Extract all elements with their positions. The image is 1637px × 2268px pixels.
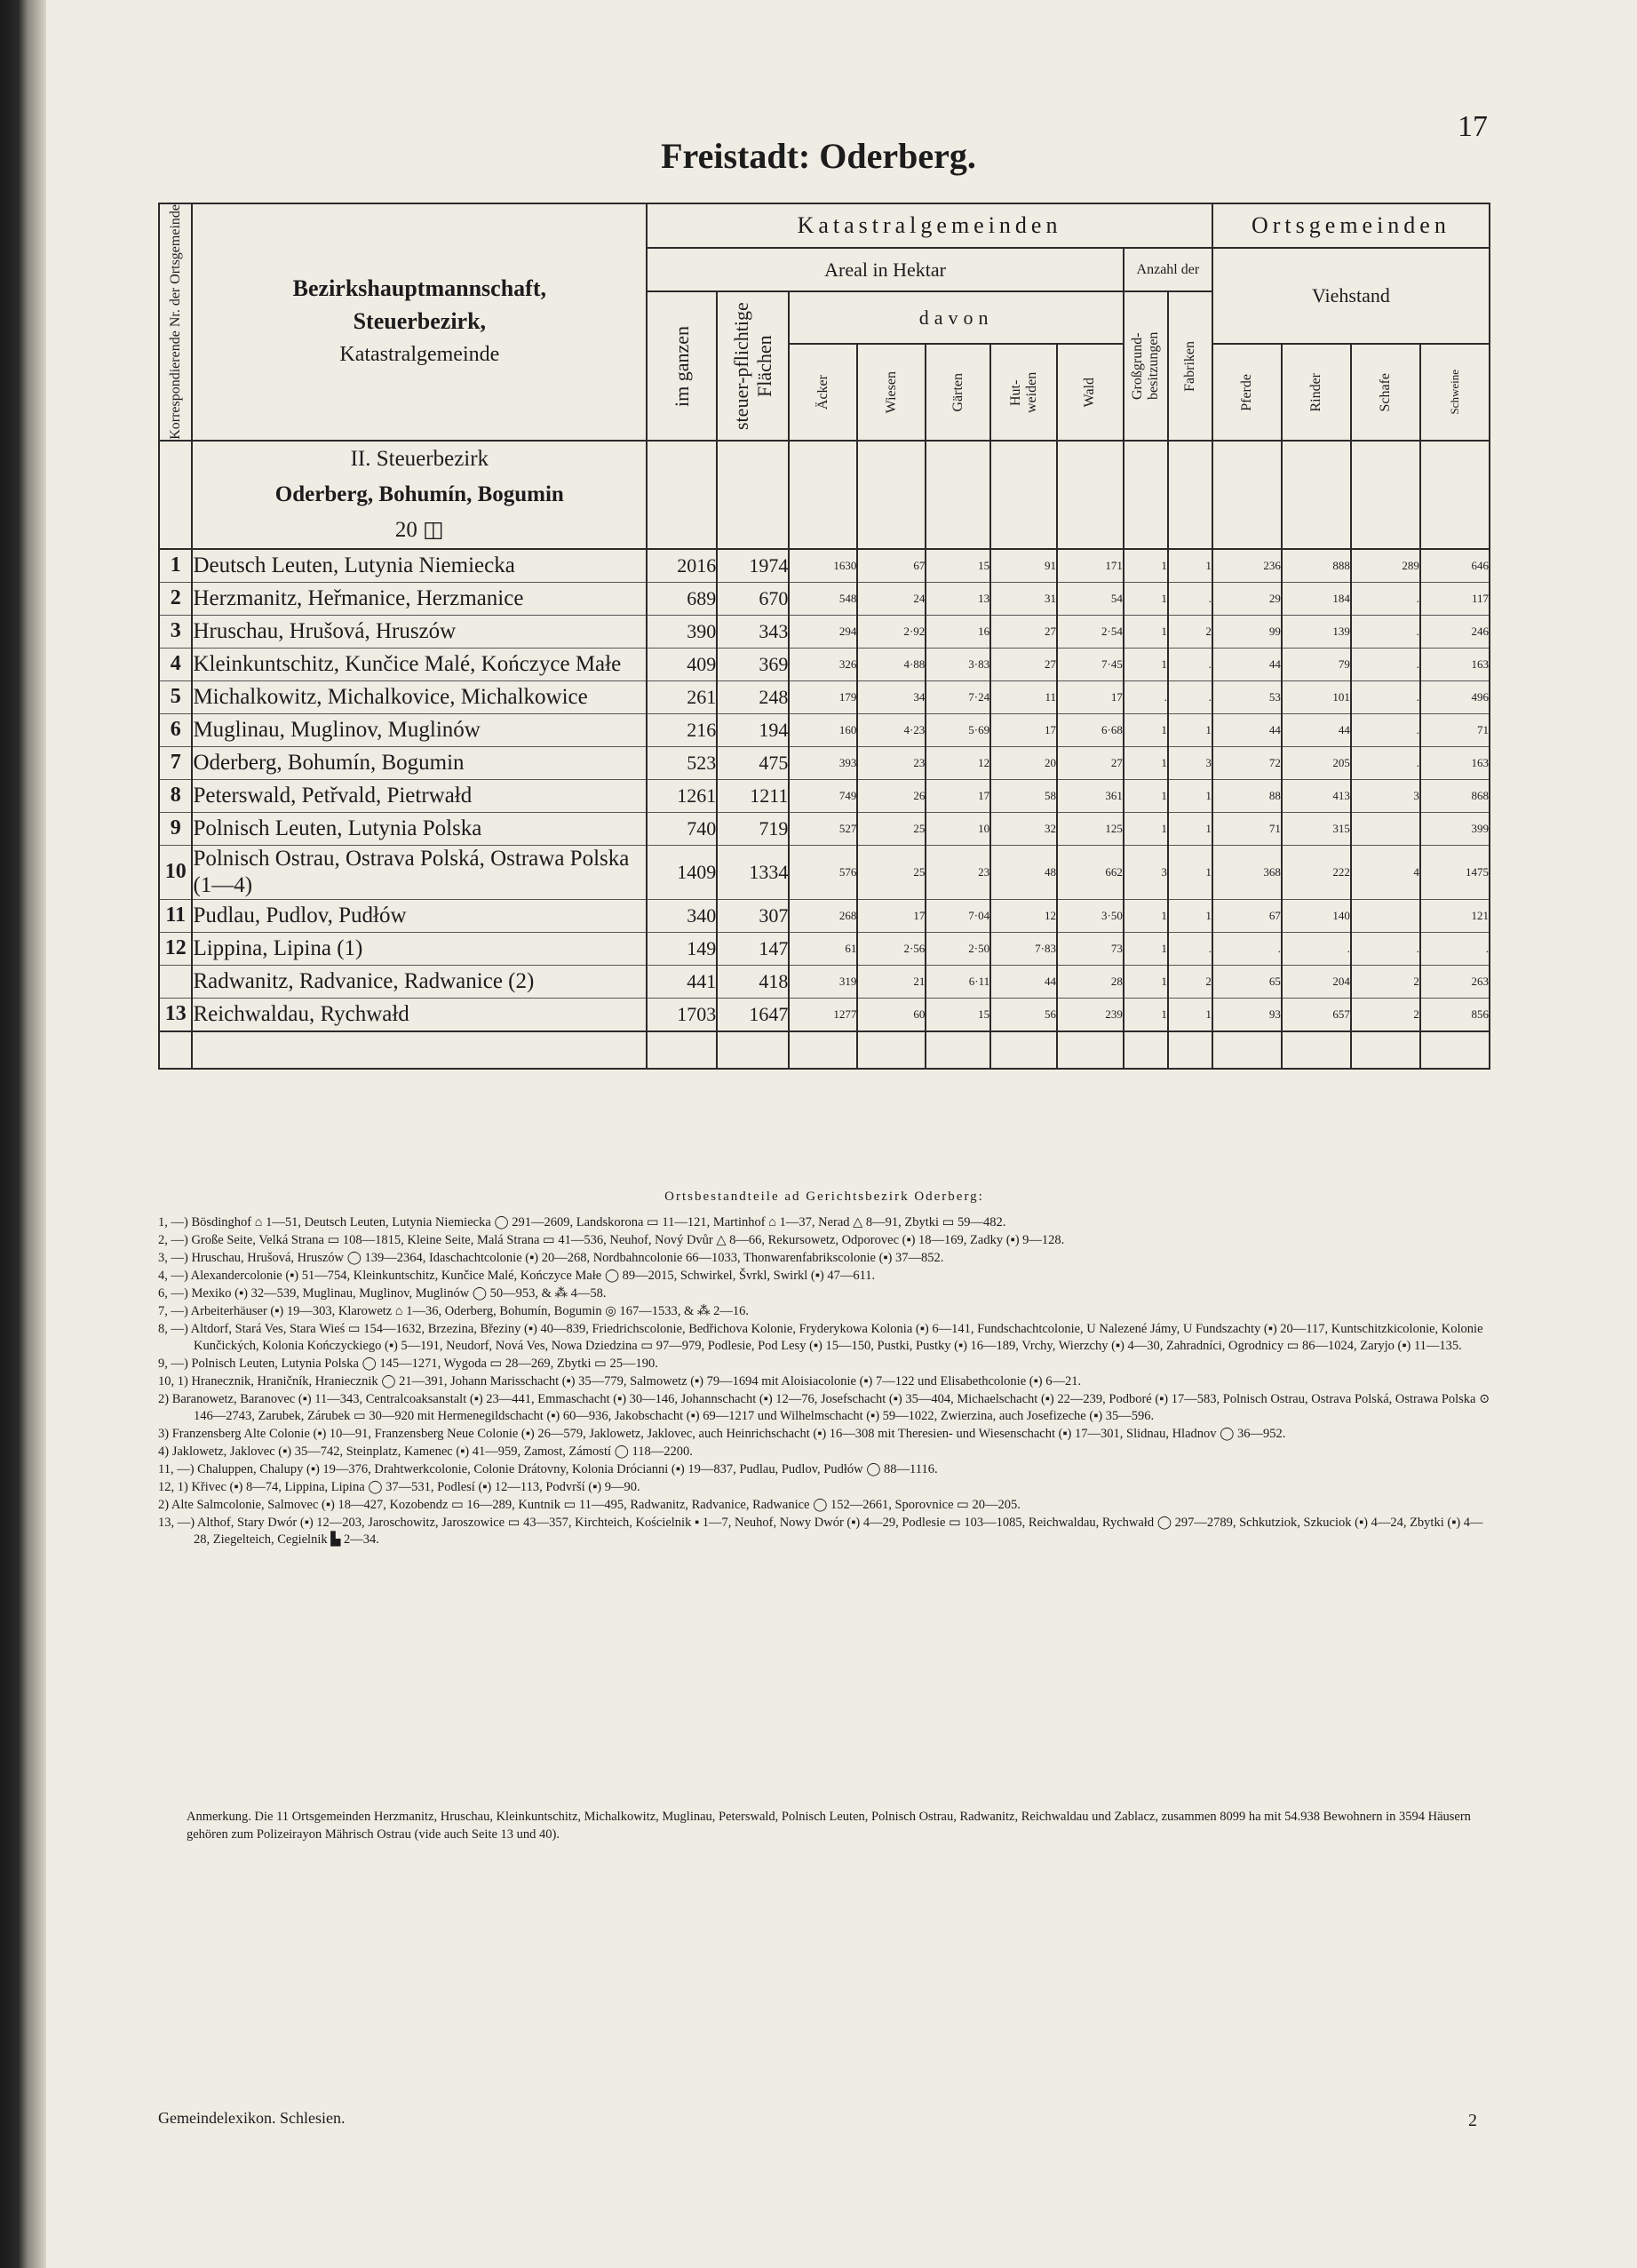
- book-binding-edge: [0, 0, 46, 2268]
- cell-value: .: [1351, 648, 1420, 680]
- row-number: 5: [159, 680, 192, 713]
- cell-value: 125: [1057, 812, 1124, 845]
- cell-value: 315: [1282, 812, 1351, 845]
- cell-value: 194: [717, 713, 789, 746]
- cell-value: 523: [647, 746, 717, 779]
- cell-value: .: [1351, 680, 1420, 713]
- cell-value: 67: [857, 549, 926, 583]
- cell-value: 1: [1168, 779, 1212, 812]
- cell-value: 73: [1057, 932, 1124, 965]
- cell-value: 1: [1124, 713, 1168, 746]
- cell-value: .: [1282, 932, 1351, 965]
- cell-value: 65: [1212, 965, 1282, 998]
- cell-value: 171: [1057, 549, 1124, 583]
- cell-value: 44: [1282, 713, 1351, 746]
- cell-value: 58: [990, 779, 1057, 812]
- cell-value: 79: [1282, 648, 1351, 680]
- cell-value: 3: [1124, 845, 1168, 899]
- cell-value: 24: [857, 582, 926, 615]
- cell-value: 93: [1212, 998, 1282, 1031]
- cell-value: 2·56: [857, 932, 926, 965]
- cell-value: 10: [926, 812, 990, 845]
- note-item: 4) Jaklowetz, Jaklovec (▪) 35—742, Steinplatz, Kamenec (▪) 41—959, Zamost, Zámostí ◯ 118—2200.: [158, 1444, 693, 1459]
- header-fabriken: Fabriken: [1168, 291, 1212, 440]
- cell-value: 117: [1420, 582, 1490, 615]
- cell-value: 548: [789, 582, 857, 615]
- cell-value: 3·83: [926, 648, 990, 680]
- cell-value: .: [1420, 932, 1490, 965]
- note-item: 2, —) Große Seite, Velká Strana ▭ 108—1815, Kleine Seite, Malá Strana ▭ 41—536, Neuhof, Nový Dvůr △ 8—66, Rekursowetz, Odporovec (▪) 18—169, Zadky (▪) 9—128.: [158, 1233, 1065, 1247]
- cell-value: 657: [1282, 998, 1351, 1031]
- header-rinder: Rinder: [1282, 344, 1351, 441]
- cell-value: 5·69: [926, 713, 990, 746]
- cell-value: 32: [990, 812, 1057, 845]
- page-title: Freistadt: Oderberg.: [661, 136, 976, 176]
- cell-value: 7·83: [990, 932, 1057, 965]
- cell-value: 1: [1168, 812, 1212, 845]
- cell-value: 23: [857, 746, 926, 779]
- note-item: 7, —) Arbeiterhäuser (▪) 19—303, Klarowetz ⌂ 1—36, Oderberg, Bohumín, Bogumin ◎ 167—1533, & ⁂ 2—16.: [158, 1304, 749, 1318]
- cell-value: 44: [1212, 648, 1282, 680]
- cell-value: 60: [857, 998, 926, 1031]
- cell-value: [1351, 899, 1420, 932]
- cell-value: 101: [1282, 680, 1351, 713]
- cell-value: 326: [789, 648, 857, 680]
- row-number: 10: [159, 845, 192, 899]
- cell-value: [1351, 812, 1420, 845]
- cell-value: 139: [1282, 615, 1351, 648]
- cell-value: 3: [1351, 779, 1420, 812]
- table-row: [159, 648, 1490, 680]
- row-name: Oderberg, Bohumín, Bogumin: [192, 746, 647, 779]
- cell-value: 662: [1057, 845, 1124, 899]
- row-name: Michalkowitz, Michalkovice, Michalkowice: [192, 680, 647, 713]
- table-row: [159, 932, 1490, 965]
- page-number: 17: [1458, 110, 1488, 143]
- cell-value: 1647: [717, 998, 789, 1031]
- cell-value: .: [1351, 582, 1420, 615]
- cell-value: 268: [789, 899, 857, 932]
- header-bezirk: Bezirkshauptmannschaft, Steuerbezirk, Katastralgemeinde: [192, 203, 647, 441]
- note-item: 1, —) Bösdinghof ⌂ 1—51, Deutsch Leuten, Lutynia Niemiecka ◯ 291—2609, Landskorona ▭ 11—121, Martinhof ⌂ 1—37, Nerad △ 8—91, Zbytki ▭ 59—482.: [158, 1215, 1006, 1229]
- cell-value: 147: [717, 932, 789, 965]
- header-ortsgemeinden: Ortsgemeinden: [1212, 203, 1490, 248]
- cell-value: 1475: [1420, 845, 1490, 899]
- cell-value: 222: [1282, 845, 1351, 899]
- row-name: Muglinau, Muglinov, Muglinów: [192, 713, 647, 746]
- cell-value: 1: [1124, 998, 1168, 1031]
- cell-value: 2016: [647, 549, 717, 583]
- cell-value: 289: [1351, 549, 1420, 583]
- cell-value: 17: [926, 779, 990, 812]
- cell-value: 26: [857, 779, 926, 812]
- cell-value: 72: [1212, 746, 1282, 779]
- cell-value: 7·24: [926, 680, 990, 713]
- cell-value: 319: [789, 965, 857, 998]
- table-row: [159, 615, 1490, 648]
- table-row: [159, 582, 1490, 615]
- note-item: 3) Franzensberg Alte Colonie (▪) 10—91, Franzensberg Neue Colonie (▪) 26—579, Jaklowetz, Jaklovec, auch Heinrichschacht (▪) 16—308 mit Theresien- und Wiesenschacht (▪) 17—301, Slidnau, Hladnov ◯ 36—952.: [158, 1427, 1286, 1441]
- note-item: 9, —) Polnisch Leuten, Lutynia Polska ◯ 145—1271, Wygoda ▭ 28—269, Zbytki ▭ 25—190.: [158, 1357, 658, 1371]
- cell-value: 149: [647, 932, 717, 965]
- cell-value: 294: [789, 615, 857, 648]
- row-name: Hruschau, Hrušová, Hruszów: [192, 615, 647, 648]
- cell-value: 307: [717, 899, 789, 932]
- row-name: Pudlau, Pudlov, Pudłów: [192, 899, 647, 932]
- cell-value: 2·54: [1057, 615, 1124, 648]
- note-item: 12, 1) Křivec (▪) 8—74, Lippina, Lipina ◯ 37—531, Podlesí (▪) 12—113, Podvrší (▪) 9—90.: [158, 1480, 640, 1494]
- note-item: 2) Baranowetz, Baranovec (▪) 11—343, Centralcoaksanstalt (▪) 23—441, Emmaschacht (▪) 30—146, Johannschacht (▪) 12—76, Josefschacht (▪) 35—404, Michaelschacht (▪) 22—239, Podboré (▪) 17—583, Polnisch Ostrau, Ostrava Polská, Ostrawa Polska ⊙ 146—2743, Zarubek, Zárubek ▭ 30—920 mit Hermenegildschacht (▪) 60—936, Jakobschacht (▪) 69—1217 und Wilhelmschacht (▪) 59—1022, Zwierzina, auch Josefizeche (▪) 35—596.: [158, 1392, 1490, 1423]
- header-viehstand: Viehstand: [1212, 248, 1490, 344]
- row-number: 12: [159, 932, 192, 965]
- cell-value: 29: [1212, 582, 1282, 615]
- row-name: Herzmanitz, Heřmanice, Herzmanice: [192, 582, 647, 615]
- cell-value: 236: [1212, 549, 1282, 583]
- header-katastralgemeinden: Katastralgemeinden: [647, 203, 1212, 248]
- header-nr: Korrespondierende Nr. der Ortsgemeinde: [159, 203, 192, 441]
- cell-value: 248: [717, 680, 789, 713]
- cell-value: 27: [990, 615, 1057, 648]
- cell-value: 1: [1168, 549, 1212, 583]
- cell-value: 719: [717, 812, 789, 845]
- cell-value: 409: [647, 648, 717, 680]
- cell-value: .: [1168, 648, 1212, 680]
- cell-value: 12: [926, 746, 990, 779]
- cell-value: 4·88: [857, 648, 926, 680]
- row-name: Radwanitz, Radvanice, Radwanice (2): [192, 965, 647, 998]
- cell-value: 2·50: [926, 932, 990, 965]
- header-wiesen: Wiesen: [857, 344, 926, 441]
- cell-value: 1: [1124, 965, 1168, 998]
- cell-value: 670: [717, 582, 789, 615]
- note-item: 11, —) Chaluppen, Chalupy (▪) 19—376, Drahtwerkcolonie, Colonie Drátovny, Kolonia Drócianni (▪) 19—837, Pudlau, Pudlov, Pudłów ◯ 88—1116.: [158, 1462, 938, 1476]
- cell-value: 163: [1420, 746, 1490, 779]
- table-row: [159, 549, 1490, 583]
- cell-value: 1: [1124, 648, 1168, 680]
- cell-value: 261: [647, 680, 717, 713]
- cell-value: .: [1351, 746, 1420, 779]
- cell-value: 1: [1168, 845, 1212, 899]
- table-row: [159, 746, 1490, 779]
- cell-value: 2: [1351, 965, 1420, 998]
- cell-value: 4·23: [857, 713, 926, 746]
- cell-value: 399: [1420, 812, 1490, 845]
- cell-value: 27: [1057, 746, 1124, 779]
- cell-value: 54: [1057, 582, 1124, 615]
- cell-value: 160: [789, 713, 857, 746]
- cell-value: 1211: [717, 779, 789, 812]
- cell-value: 184: [1282, 582, 1351, 615]
- cell-value: 204: [1282, 965, 1351, 998]
- signature-mark: 2: [1468, 2111, 1477, 2130]
- statistics-table: [158, 203, 1490, 1070]
- cell-value: 1630: [789, 549, 857, 583]
- cell-value: .: [1212, 932, 1282, 965]
- cell-value: 205: [1282, 746, 1351, 779]
- cell-value: 1: [1124, 615, 1168, 648]
- row-name: Peterswald, Petřvald, Pietrwałd: [192, 779, 647, 812]
- cell-value: 1: [1124, 582, 1168, 615]
- cell-value: 576: [789, 845, 857, 899]
- cell-value: 216: [647, 713, 717, 746]
- table-row: [159, 845, 1490, 899]
- cell-value: 99: [1212, 615, 1282, 648]
- cell-value: 343: [717, 615, 789, 648]
- cell-value: 888: [1282, 549, 1351, 583]
- cell-value: 1: [1168, 713, 1212, 746]
- header-aecker: Äcker: [789, 344, 857, 441]
- cell-value: 16: [926, 615, 990, 648]
- cell-value: 1: [1124, 549, 1168, 583]
- cell-value: 6·11: [926, 965, 990, 998]
- cell-value: 44: [990, 965, 1057, 998]
- cell-value: 689: [647, 582, 717, 615]
- header-wald: Wald: [1057, 344, 1124, 441]
- cell-value: 1974: [717, 549, 789, 583]
- header-areal: Areal in Hektar: [647, 248, 1124, 291]
- cell-value: 140: [1282, 899, 1351, 932]
- row-number: 2: [159, 582, 192, 615]
- cell-value: 15: [926, 998, 990, 1031]
- cell-value: 239: [1057, 998, 1124, 1031]
- cell-value: 12: [990, 899, 1057, 932]
- cell-value: 71: [1212, 812, 1282, 845]
- cell-value: 369: [717, 648, 789, 680]
- cell-value: 393: [789, 746, 857, 779]
- cell-value: 61: [789, 932, 857, 965]
- cell-value: 1703: [647, 998, 717, 1031]
- cell-value: 340: [647, 899, 717, 932]
- cell-value: 17: [1057, 680, 1124, 713]
- row-number: 11: [159, 899, 192, 932]
- cell-value: 3: [1168, 746, 1212, 779]
- header-im-ganzen: im ganzen: [647, 291, 717, 440]
- row-name: Deutsch Leuten, Lutynia Niemiecka: [192, 549, 647, 583]
- cell-value: 475: [717, 746, 789, 779]
- footer-source: Gemeindelexikon. Schlesien.: [158, 2109, 346, 2127]
- cell-value: 23: [926, 845, 990, 899]
- header-schafe: Schafe: [1351, 344, 1420, 441]
- cell-value: 6·68: [1057, 713, 1124, 746]
- cell-value: 7·04: [926, 899, 990, 932]
- cell-value: 1: [1124, 932, 1168, 965]
- cell-value: .: [1351, 615, 1420, 648]
- cell-value: 4: [1351, 845, 1420, 899]
- cell-value: 21: [857, 965, 926, 998]
- cell-value: 20: [990, 746, 1057, 779]
- row-name: Polnisch Ostrau, Ostrava Polská, Ostrawa Polska (1—4): [192, 845, 647, 899]
- cell-value: 1: [1124, 899, 1168, 932]
- cell-value: 1277: [789, 998, 857, 1031]
- table-row: [159, 812, 1490, 845]
- table-row: [159, 998, 1490, 1031]
- cell-value: 246: [1420, 615, 1490, 648]
- cell-value: 88: [1212, 779, 1282, 812]
- table-row: [159, 965, 1490, 998]
- header-pferde: Pferde: [1212, 344, 1282, 441]
- cell-value: .: [1124, 680, 1168, 713]
- note-item: 8, —) Altdorf, Stará Ves, Stara Wieś ▭ 154—1632, Brzezina, Březiny (▪) 40—839, Friedrichscolonie, Bedřichova Kolonie, Fryderykowa Kolonia (▪) 6—141, Fundschachtcolonie, U Nalezené Jámy, U Fundszachty (▪) 20—117, Kuntschitzkicolonie, Kolonie Kunčických, Kolonia Kończyckiego (▪) 5—191, Neudorf, Nová Ves, Nowa Dziedzina ▭ 97—979, Podlesie, Pod Lesy (▪) 15—150, Pustki, Pustky (▪) 16—189, Vrchy, Wierzchy (▪) 4—30, Zahradníci, Ogrodnicy ▭ 86—1024, Zaryjo (▪) 11—135.: [158, 1322, 1483, 1353]
- cell-value: 179: [789, 680, 857, 713]
- cell-value: 368: [1212, 845, 1282, 899]
- cell-value: 44: [1212, 713, 1282, 746]
- cell-value: 3·50: [1057, 899, 1124, 932]
- cell-value: 11: [990, 680, 1057, 713]
- cell-value: 31: [990, 582, 1057, 615]
- cell-value: 27: [990, 648, 1057, 680]
- row-number: 6: [159, 713, 192, 746]
- cell-value: 2: [1168, 615, 1212, 648]
- row-name: Reichwaldau, Rychwałd: [192, 998, 647, 1031]
- note-item: 4, —) Alexandercolonie (▪) 51—754, Kleinkuntschitz, Kunčice Malé, Kończyce Małe ◯ 89—2015, Schwirkel, Švrkl, Swirkl (▪) 47—611.: [158, 1269, 876, 1283]
- cell-value: 34: [857, 680, 926, 713]
- row-name: Lippina, Lipina (1): [192, 932, 647, 965]
- ortsbestandteile-notes: [158, 1189, 1490, 1549]
- cell-value: 1334: [717, 845, 789, 899]
- row-number: 4: [159, 648, 192, 680]
- cell-value: 527: [789, 812, 857, 845]
- cell-value: 13: [926, 582, 990, 615]
- cell-value: 1: [1168, 998, 1212, 1031]
- cell-value: .: [1168, 582, 1212, 615]
- row-number: [159, 965, 192, 998]
- cell-value: 496: [1420, 680, 1490, 713]
- cell-value: 2: [1168, 965, 1212, 998]
- cell-value: 263: [1420, 965, 1490, 998]
- cell-value: 48: [990, 845, 1057, 899]
- cell-value: .: [1168, 680, 1212, 713]
- cell-value: 17: [857, 899, 926, 932]
- cell-value: 1261: [647, 779, 717, 812]
- table-row: [159, 713, 1490, 746]
- cell-value: 25: [857, 812, 926, 845]
- cell-value: 868: [1420, 779, 1490, 812]
- cell-value: 1: [1124, 746, 1168, 779]
- note-item: 10, 1) Hranecznik, Hraničník, Hraniecznik ◯ 21—391, Johann Marisschacht (▪) 35—779, Salmowetz (▪) 79—1694 mit Aloisiacolonie (▪) 7—122 und Elisabethcolonie (▪) 6—21.: [158, 1374, 1082, 1389]
- note-item: 6, —) Mexiko (▪) 32—539, Muglinau, Muglinov, Muglinów ◯ 50—953, & ⁂ 4—58.: [158, 1286, 607, 1301]
- table-row: [159, 899, 1490, 932]
- note-item: 3, —) Hruschau, Hrušová, Hruszów ◯ 139—2364, Idaschachtcolonie (▪) 20—268, Nordbahncolonie 66—1033, Thonwarenfabrikscolonie (▪) 37—852.: [158, 1251, 944, 1265]
- cell-value: 1: [1124, 812, 1168, 845]
- row-number: 9: [159, 812, 192, 845]
- cell-value: 91: [990, 549, 1057, 583]
- table-row: [159, 680, 1490, 713]
- cell-value: 2·92: [857, 615, 926, 648]
- cell-value: 71: [1420, 713, 1490, 746]
- header-steuerpflichtige: steuer-pflichtige Flächen: [717, 291, 789, 440]
- note-item: 2) Alte Salmcolonie, Salmovec (▪) 18—427, Kozobendz ▭ 16—289, Kuntnik ▭ 11—495, Radwanitz, Radvanice, Radwanice ◯ 152—2661, Sporovnice ▭ 20—205.: [158, 1498, 1021, 1512]
- cell-value: 53: [1212, 680, 1282, 713]
- cell-value: 646: [1420, 549, 1490, 583]
- section-heading: II. Steuerbezirk Oderberg, Bohumín, Bogumin 20 ◫: [192, 441, 647, 549]
- cell-value: 413: [1282, 779, 1351, 812]
- header-hutweiden: Hut-weiden: [990, 344, 1057, 441]
- cell-value: 1: [1124, 779, 1168, 812]
- cell-value: 15: [926, 549, 990, 583]
- cell-value: 56: [990, 998, 1057, 1031]
- row-number: 3: [159, 615, 192, 648]
- cell-value: 1409: [647, 845, 717, 899]
- row-number: 1: [159, 549, 192, 583]
- cell-value: 749: [789, 779, 857, 812]
- cell-value: 856: [1420, 998, 1490, 1031]
- header-schweine: Schweine: [1420, 344, 1490, 441]
- header-davon: davon: [789, 291, 1124, 344]
- row-number: 7: [159, 746, 192, 779]
- cell-value: 121: [1420, 899, 1490, 932]
- cell-value: 1: [1168, 899, 1212, 932]
- row-name: Polnisch Leuten, Lutynia Polska: [192, 812, 647, 845]
- cell-value: 441: [647, 965, 717, 998]
- cell-value: 361: [1057, 779, 1124, 812]
- cell-value: 2: [1351, 998, 1420, 1031]
- row-number: 8: [159, 779, 192, 812]
- cell-value: 17: [990, 713, 1057, 746]
- header-gaerten: Gärten: [926, 344, 990, 441]
- cell-value: 390: [647, 615, 717, 648]
- annotation: Anmerkung. Die 11 Ortsgemeinden Herzmanitz, Hruschau, Kleinkuntschitz, Michalkowitz, Muglinau, Peterswald, Polnisch Leuten, Polnisch Ostrau, Radwanitz, Reichwaldau und Zablacz, zusammen 8099 ha mit 54.938 Bewohnern in 3594 Häusern gehören zum Polizeirayon Mährisch Ostrau (vide auch Seite 13 und 40).: [187, 1810, 1471, 1842]
- cell-value: .: [1351, 932, 1420, 965]
- cell-value: 740: [647, 812, 717, 845]
- cell-value: .: [1168, 932, 1212, 965]
- header-grossgrund: Großgrund-besitzungen: [1124, 291, 1168, 440]
- cell-value: 25: [857, 845, 926, 899]
- table-row: [159, 779, 1490, 812]
- cell-value: 28: [1057, 965, 1124, 998]
- cell-value: 67: [1212, 899, 1282, 932]
- row-name: Kleinkuntschitz, Kunčice Malé, Kończyce Małe: [192, 648, 647, 680]
- notes-heading: Ortsbestandteile ad Gerichtsbezirk Oderberg:: [664, 1190, 984, 1204]
- cell-value: .: [1351, 713, 1420, 746]
- note-item: 13, —) Althof, Stary Dwór (▪) 12—203, Jaroschowitz, Jaroszowice ▭ 43—357, Kirchteich, Kościelnik ▪ 1—7, Neuhof, Nowy Dwór (▪) 4—29, Podlesie ▭ 103—1085, Reichwaldau, Rychwałd ◯ 297—2789, Schkutziok, Szkuciok (▪) 4—24, Zbytki (▪) 4—28, Ziegelteich, Cegielnik ▙ 2—34.: [158, 1516, 1483, 1547]
- cell-value: 418: [717, 965, 789, 998]
- header-anzahl: Anzahl der: [1124, 248, 1212, 291]
- row-number: 13: [159, 998, 192, 1031]
- cell-value: 7·45: [1057, 648, 1124, 680]
- cell-value: 163: [1420, 648, 1490, 680]
